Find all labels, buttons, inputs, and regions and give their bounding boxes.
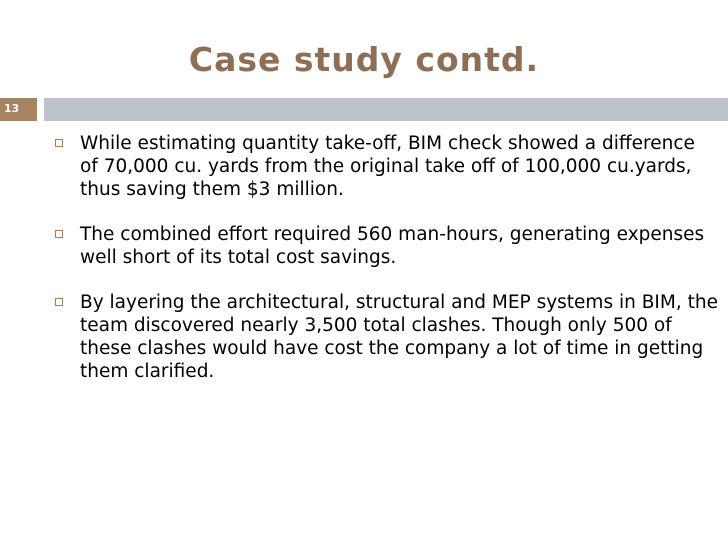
bullet-list [48,132,718,405]
header-divider-bar [44,98,728,121]
bullet-item [48,291,718,383]
bullet-text: By layering the architectural, structural and MEP systems in BIM, the team discovered nearly 3,500 total clashes. Though only 500 of these clashes would have cost the company a lot of time in getting them clarified. [80,292,718,382]
bullet-text: While estimating quantity take-off, BIM check showed a difference of 70,000 cu. yards from the original take off of 100,000 cu.yards, thus saving them $3 million. [80,133,695,200]
slide-number: 13 [4,102,20,115]
bullet-text: The combined effort required 560 man-hours, generating expenses well short of its total cost savings. [80,224,705,268]
square-bullet-icon [55,139,63,147]
square-bullet-icon [55,230,63,238]
bullet-item [48,223,718,269]
bullet-item [48,132,718,201]
slide-title: Case study contd. [188,40,540,79]
square-bullet-icon [55,298,63,306]
